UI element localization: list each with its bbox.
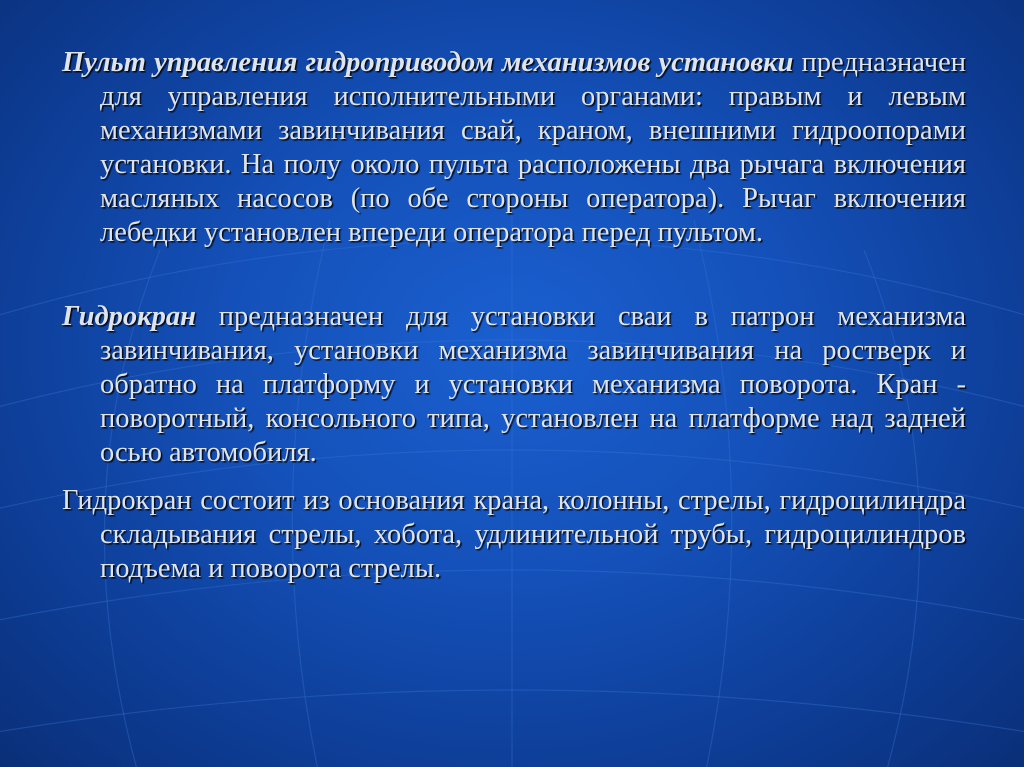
paragraph-control-panel-text: предназначен для управления исполнительными органами: правым и левым механизмами завинчивания свай, краном, внешними гидроопорами установки. На полу около пульта расположены два рычага включения масляных насосов (по обе стороны оператора). Рычаг включения лебедки установлен впереди оператора перед пультом. [100,47,966,248]
paragraph-control-panel [62,46,966,250]
slide-body [62,40,966,586]
paragraph-hydrocrane-composition-text: Гидрокран состоит из основания крана, колонны, стрелы, гидроцилиндра складывания стрелы, хобота, удлинительной трубы, гидроцилиндров подъема и поворота стрелы. [62,485,966,584]
term-hydrocrane: Гидрокран [62,301,196,332]
paragraph-hydrocrane-purpose-text: предназначен для установки сваи в патрон механизма завинчивания, установки механизма завинчивания на ростверк и обратно на платформу и установки механизма поворота. Кран - поворотный, консольного типа, установлен на платформе над задней осью автомобиля. [100,301,966,468]
paragraph-hydrocrane-composition [62,484,966,586]
term-control-panel: Пульт управления гидроприводом механизмов установки [62,47,794,78]
paragraph-hydrocrane-purpose [62,300,966,470]
